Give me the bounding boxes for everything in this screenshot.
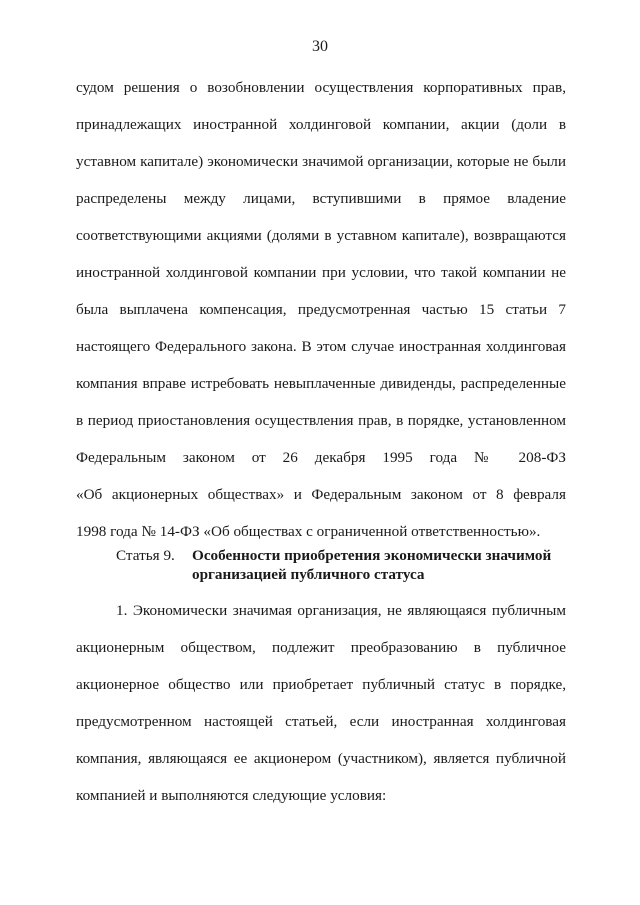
article-label: Статья 9.: [116, 547, 175, 564]
article-title-line: Особенности приобретения экономически значимой: [192, 547, 552, 564]
text-line: 1. Экономически значимая организация, не являющаяся публичным: [116, 602, 566, 619]
article-title-line: организацией публичного статуса: [192, 566, 425, 583]
text-line: в период приостановления осуществления прав, в порядке, установленном: [76, 412, 566, 429]
text-line: компания, являющаяся ее акционером (участником), является публичной: [76, 750, 566, 767]
page-number: 30: [312, 38, 328, 55]
text-line: соответствующими акциями (долями в уставном капитале), возвращаются: [76, 227, 566, 244]
text-line: судом решения о возобновлении осуществления корпоративных прав,: [76, 79, 566, 96]
text-line: Федеральным законом от 26 декабря 1995 года № 208-ФЗ: [76, 449, 566, 466]
text-line: распределены между лицами, вступившими в прямое владение: [76, 190, 566, 207]
text-line: «Об акционерных обществах» и Федеральным законом от 8 февраля: [76, 486, 566, 503]
text-line: компанией и выполняются следующие условия:: [76, 787, 387, 804]
article-heading: [116, 546, 576, 584]
paragraph-continuation: [76, 69, 566, 550]
text-line: уставном капитале) экономически значимой организации, которые не были: [76, 153, 566, 170]
text-line: иностранной холдинговой компании при условии, что такой компании не: [76, 264, 566, 281]
text-line: акционерным обществом, подлежит преобразованию в публичное: [76, 639, 566, 656]
text-line: 1998 года № 14-ФЗ «Об обществах с ограниченной ответственностью».: [76, 523, 541, 540]
text-line: предусмотренном настоящей статьей, если иностранная холдинговая: [76, 713, 566, 730]
text-line: настоящего Федерального закона. В этом случае иностранная холдинговая: [76, 338, 566, 355]
text-line: акционерное общество или приобретает публичный статус в порядке,: [76, 676, 566, 693]
paragraph-article-9: [76, 592, 566, 814]
text-line: компания вправе истребовать невыплаченные дивиденды, распределенные: [76, 375, 566, 392]
text-line: принадлежащих иностранной холдинговой компании, акции (доли в: [76, 116, 566, 133]
article-title: [192, 546, 551, 584]
text-line: была выплачена компенсация, предусмотренная частью 15 статьи 7: [76, 301, 566, 318]
